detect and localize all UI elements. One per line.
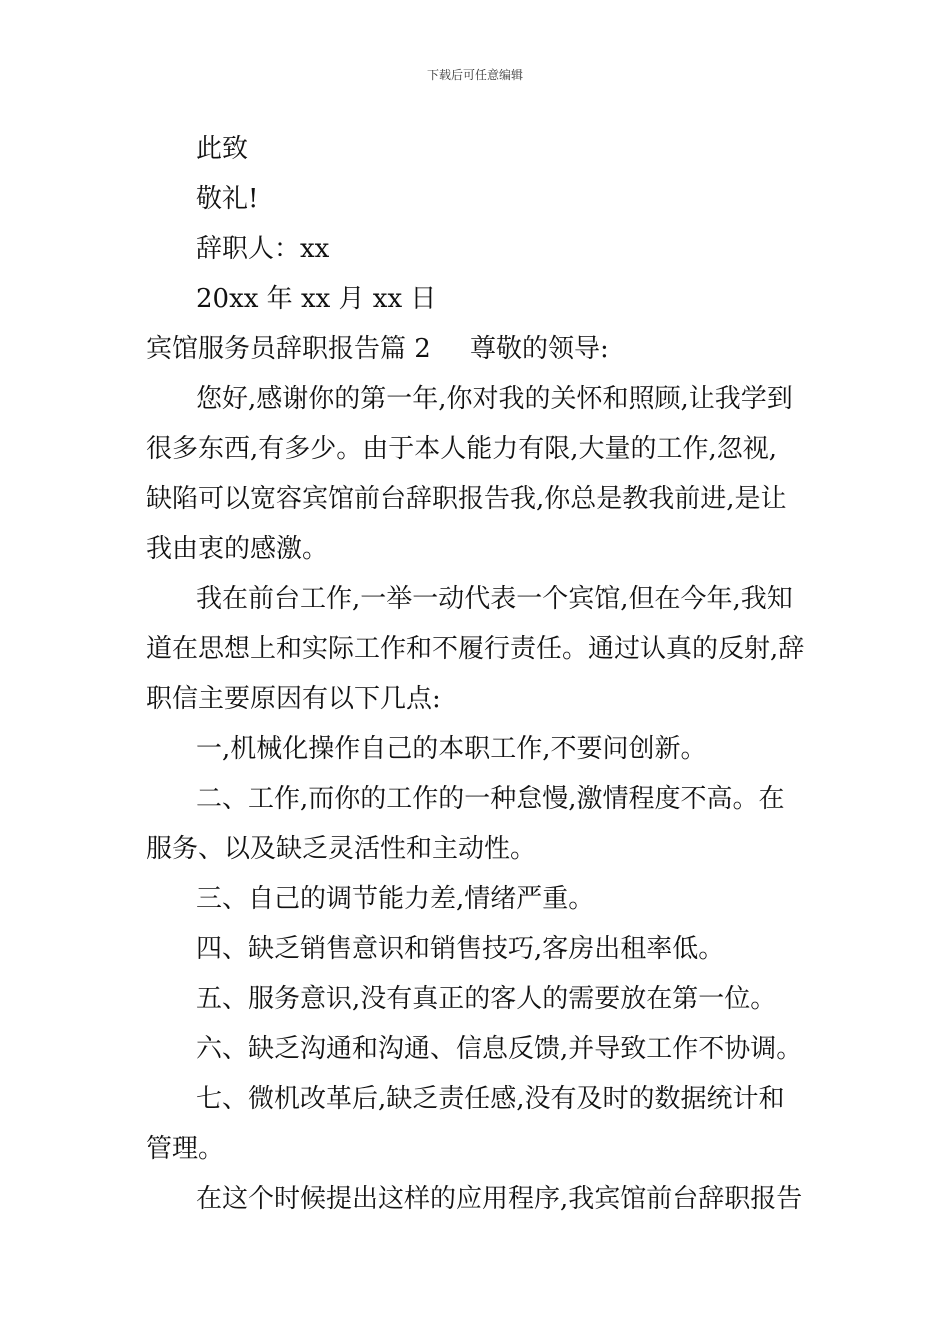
list-item-2: 二、工作,而你的工作的一种怠慢,激情程度不高。在 [196,784,785,814]
list-item-7-continued: 管理。 [146,1134,225,1164]
date-line: 20xx 年 xx 月 xx 日 [196,284,437,314]
paragraph-line: 缺陷可以宽容宾馆前台辞职报告我,你总是教我前进,是让 [146,484,787,514]
paragraph-line: 很多东西,有多少。由于本人能力有限,大量的工作,忽视, [146,434,778,464]
list-item-7: 七、微机改革后,缺乏责任感,没有及时的数据统计和 [196,1084,785,1114]
list-item-3: 三、自己的调节能力差,情绪严重。 [196,884,595,914]
paragraph-line: 职信主要原因有以下几点: [146,684,441,714]
list-item-6: 六、缺乏沟通和沟通、信息反馈,并导致工作不协调。 [196,1034,803,1064]
salutation: 尊敬的领导: [470,334,609,364]
signer-line: 辞职人：xx [196,234,330,264]
paragraph-line: 道在思想上和实际工作和不履行责任。通过认真的反射,辞 [146,634,805,664]
list-item-1: 一,机械化操作自己的本职工作,不要问创新。 [196,734,707,764]
paragraph-line: 您好,感谢你的第一年,你对我的关怀和照顾,让我学到 [196,384,793,414]
paragraph-line: 我由衷的感激。 [146,534,329,564]
closing-line-2: 敬礼! [196,184,259,214]
section-heading: 宾馆服务员辞职报告篇 2 [146,334,431,364]
closing-line-1: 此致 [196,134,249,164]
header-note: 下载后可任意编辑 [426,68,523,82]
list-item-5: 五、服务意识,没有真正的客人的需要放在第一位。 [196,984,777,1014]
paragraph-line: 我在前台工作,一举一动代表一个宾馆,但在今年,我知 [196,584,793,614]
list-item-4: 四、缺乏销售意识和销售技巧,客房出租率低。 [196,934,725,964]
paragraph-line: 在这个时候提出这样的应用程序,我宾馆前台辞职报告 [196,1184,803,1214]
list-item-2-continued: 服务、以及缺乏灵活性和主动性。 [146,834,537,864]
